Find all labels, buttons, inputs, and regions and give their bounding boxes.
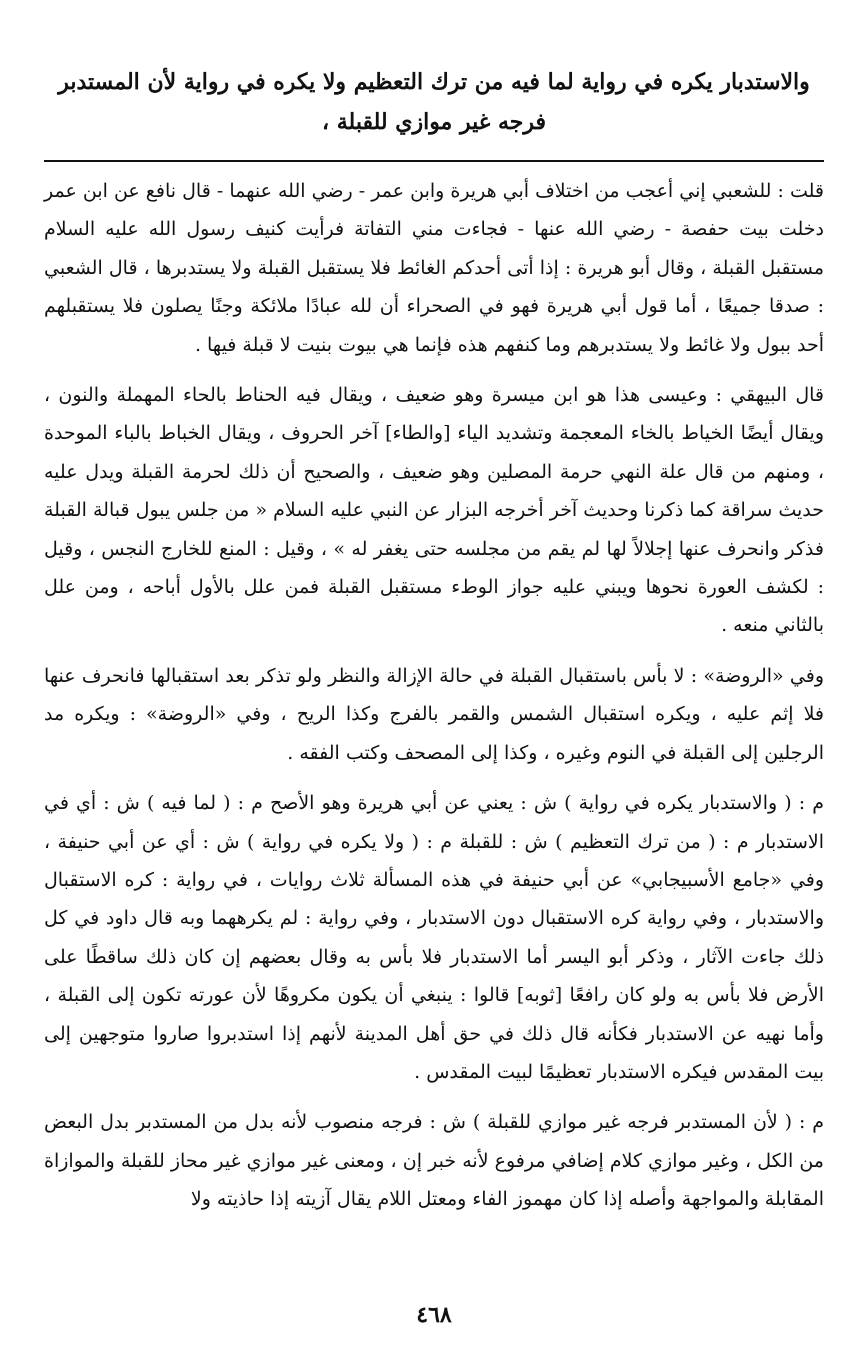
separator-rule [44,160,824,162]
paragraph-3: وفي «الروضة» : لا بأس باستقبال القبلة في حالة الإزالة والنظر ولو تذكر بعد استقبالها فانحرف عنها فلا إثم عليه ، ويكره استقبال الشمس والقمر بالفرج وكذا الريح ، وفي «الروضة» : ويكره مد الرجلين إلى القبلة في النوم وغيره ، وكذا إلى المصحف وكتب الفقه . [44,664,824,764]
paragraph-5: م : ( لأن المستدبر فرجه غير موازي للقبلة ) ش : فرجه منصوب لأنه بدل من المستدبر بدل البعض من الكل ، وغير موازي كلام إضافي مرفوع لأنه خبر إن ، ومعنى غير موازي غير محاز للقبلة والموازاة المقابلة والمواجهة وأصله إذا كان مهموز الفاء ومعتل اللام يقال آزيته إذا حاذيته ولا [44,1111,824,1211]
paragraph-4: م : ( والاستدبار يكره في رواية ) ش : يعني عن أبي هريرة وهو الأصح م : ( لما فيه ) ش : أي في الاستدبار م : ( من ترك التعظيم ) ش : للقبلة م : ( ولا يكره في رواية ) ش : أي عن أبي حنيفة ، وفي «جامع الأسبيجابي» عن أبي حنيفة في هذه المسألة ثلاث روايات ، في رواية : كره الاستقبال والاستدبار ، وفي رواية كره الاستقبال دون الاستدبار ، وفي رواية : لم يكرههما وبه قال داود في كل ذلك جاءت الآثار ، وذكر أبو اليسر أما الاستدبار فلا بأس به وقال بعضهم إن كان ذلك ساقطًا على الأرض فلا بأس به ولو كان رافعًا [ثوبه] قالوا : ينبغي أن يكون مكروهًا لأن عورته تكون إلى القبلة ، وأما نهيه عن الاستدبار فكأنه قال ذلك في حق أهل المدينة لأنهم إذا استدبروا صاروا متوجهين إلى بيت المقدس فيكره الاستدبار تعظيمًا لبيت المقدس . [44,792,824,1083]
paragraph-1: قلت : للشعبي إني أعجب من اختلاف أبي هريرة وابن عمر - رضي الله عنهما - قال نافع عن ابن عمر دخلت بيت حفصة - رضي الله عنها - فجاءت مني التفاتة فرأيت كنيف رسول الله عليه السلام مستقبل القبلة ، وقال أبو هريرة : إذا أتى أحدكم الغائط فلا يستقبل القبلة ولا يستدبرها ، قال الشعبي : صدقا جميعًا ، أما قول أبي هريرة فهو في الصحراء أن لله عبادًا ملائكة وجنًا يصلون فلا يستقبلهم أحد ببول ولا غائط ولا يستدبرهم وما كنفهم هذه فإنما هي بيوت بنيت لا قبلة فيها . [44,180,824,356]
page-number: ٤٦٨ [416,1302,452,1328]
page-heading: والاستدبار يكره في رواية لما فيه من ترك التعظيم ولا يكره في رواية لأن المستدبر فرجه غير موازي للقبلة ، [58,69,810,135]
paragraph-2: قال البيهقي : وعيسى هذا هو ابن ميسرة وهو ضعيف ، ويقال فيه الحناط بالحاء المهملة والنون ، ويقال أيضًا الخياط بالخاء المعجمة وتشديد الياء [والطاء] آخر الحروف ، ويقال الخباط بالباء الموحدة ، ومنهم من قال علة النهي حرمة المصلين وهو ضعيف ، والصحيح أن ذلك لحرمة القبلة ويدل عليه حديث سراقة كما ذكرنا وحديث آخر أخرجه البزار عن النبي عليه السلام « من جلس يبول قبالة القبلة فذكر وانحرف عنها إجلالاً لها لم يقم من مجلسه حتى يغفر له » ، وقيل : المنع للخارج النجس ، وقيل : لكشف العورة نحوها ويبني عليه جواز الوطء مستقبل القبلة فمن علل بالأول أباحه ، ومن علل بالثاني منعه . [44,384,824,637]
